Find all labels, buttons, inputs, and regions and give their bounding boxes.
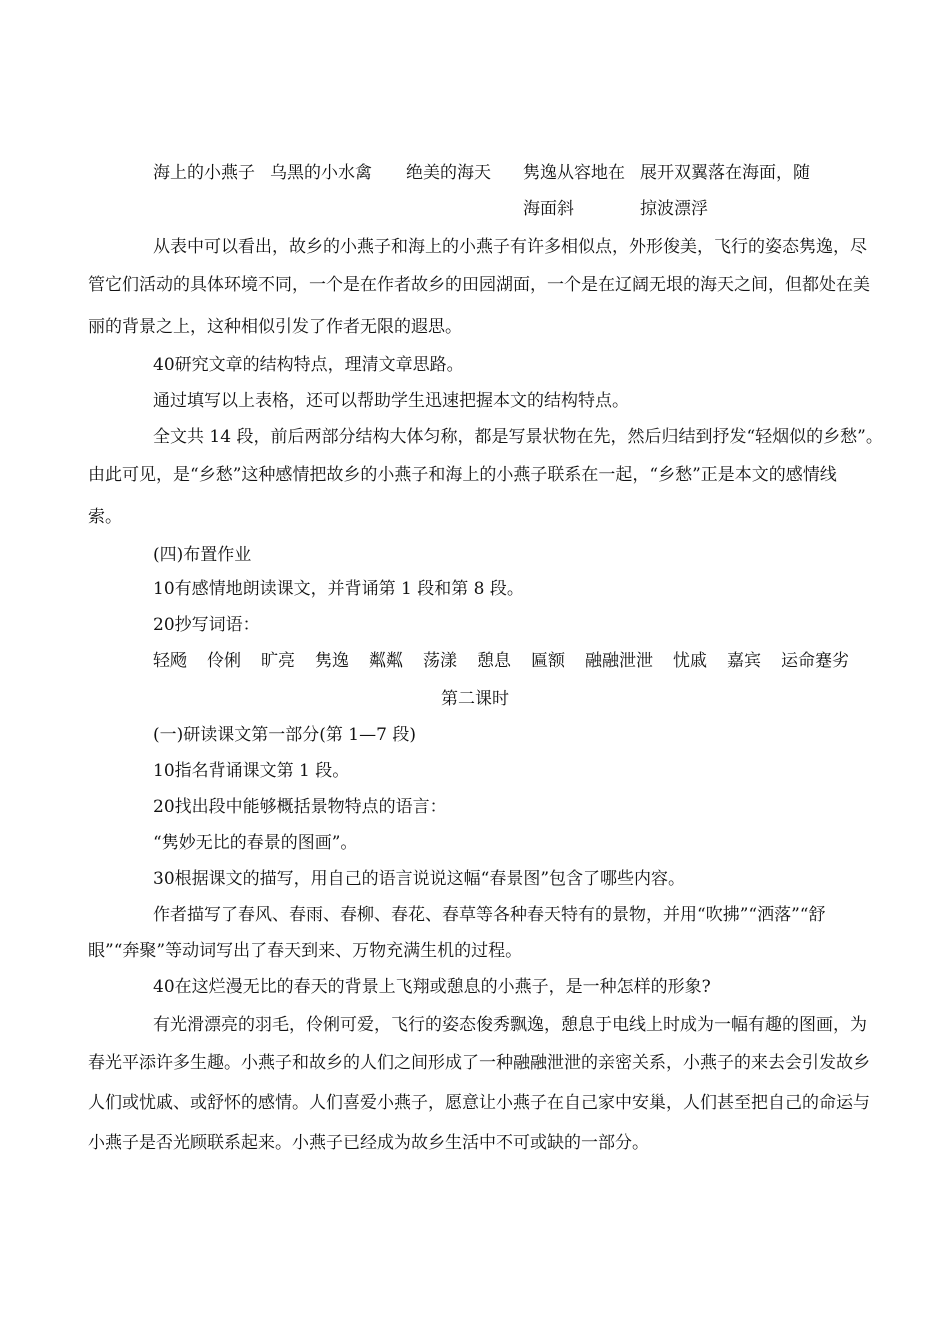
- vocab-word: 轻飏: [153, 651, 187, 671]
- question: 30根据课文的描写，用自己的语言说说这幅“春景图”包含了哪些内容。: [153, 869, 686, 889]
- paragraph-line: 丽的背景之上，这种相似引发了作者无限的遐思。: [88, 317, 462, 337]
- paragraph-line: 管它们活动的具体环境不同，一个是在作者故乡的田园湖面，一个是在辽阔无垠的海天之间，但都处在美: [88, 275, 870, 295]
- section-heading: (一)研读课文第一部分(第 1—7 段): [153, 725, 416, 745]
- vocab-word: 憩息: [477, 651, 511, 671]
- question: 20找出段中能够概括景物特点的语言：: [153, 797, 447, 817]
- vocab-word: 匾额: [531, 651, 565, 671]
- homework-item: 10有感情地朗读课文，并背诵第 1 段和第 8 段。: [153, 579, 524, 599]
- answer-line: 小燕子是否光顾联系起来。小燕子已经成为故乡生活中不可或缺的一部分。: [88, 1133, 649, 1153]
- vocab-word: 忧戚: [673, 651, 707, 671]
- vocab-word: 嘉宾: [727, 651, 761, 671]
- answer: “隽妙无比的春景的图画”。: [153, 833, 358, 853]
- answer-line: 人们或忧戚、或舒怀的感情。人们喜爱小燕子，愿意让小燕子在自己家中安巢，人们甚至把自己的命运与: [88, 1093, 870, 1113]
- paragraph-line: 索。: [88, 507, 122, 527]
- table-cell-rest-2: 掠波漂浮: [640, 199, 708, 219]
- answer-line: 春光平添许多生趣。小燕子和故乡的人们之间形成了一种融融泄泄的亲密关系，小燕子的来去会引发故乡: [88, 1053, 870, 1073]
- paragraph-line: 全文共 14 段，前后两部分结构大体匀称，都是写景状物在先，然后归结到抒发“轻烟似的乡愁”。: [153, 427, 883, 447]
- table-cell-background: 绝美的海天: [406, 163, 491, 183]
- table-cell-flight-2: 海面斜: [523, 199, 574, 219]
- section-heading: (四)布置作业: [153, 545, 252, 565]
- question: 40在这烂漫无比的春天的背景上飞翔或憩息的小燕子，是一种怎样的形象?: [153, 977, 711, 997]
- vocab-word: 融融泄泄: [585, 651, 653, 671]
- item-heading: 40研究文章的结构特点，理清文章思路。: [153, 355, 464, 375]
- homework-item: 20抄写词语：: [153, 615, 260, 635]
- paragraph-line: 通过填写以上表格，还可以帮助学生迅速把握本文的结构特点。: [153, 391, 629, 411]
- answer-line: 作者描写了春风、春雨、春柳、春花、春草等各种春天特有的景物，并用“吹拂”“洒落”“舒: [153, 905, 826, 925]
- vocab-word: 粼粼: [369, 651, 403, 671]
- answer-line: 有光滑漂亮的羽毛，伶俐可爱，飞行的姿态俊秀飘逸，憩息于电线上时成为一幅有趣的图画，为: [153, 1015, 867, 1035]
- paragraph-line: 由此可见，是“乡愁”这种感情把故乡的小燕子和海上的小燕子联系在一起，“乡愁”正是本文的感情线: [88, 465, 837, 485]
- vocab-word: 伶俐: [207, 651, 241, 671]
- paragraph-line: 从表中可以看出，故乡的小燕子和海上的小燕子有许多相似点，外形俊美，飞行的姿态隽逸，尽: [153, 237, 867, 257]
- vocab-word: 隽逸: [315, 651, 349, 671]
- vocabulary-list: [153, 650, 869, 672]
- vocab-word: 旷亮: [261, 651, 295, 671]
- question: 10指名背诵课文第 1 段。: [153, 761, 350, 781]
- table-cell-flight-1: 隽逸从容地在: [523, 163, 625, 183]
- vocab-word: 荡漾: [423, 651, 457, 671]
- lesson-title: 第二课时: [441, 689, 509, 709]
- table-cell-appearance: 乌黑的小水禽: [270, 163, 372, 183]
- table-cell-subject: 海上的小燕子: [153, 163, 255, 183]
- table-cell-rest-1: 展开双翼落在海面，随: [640, 163, 810, 183]
- vocab-word: 运命蹇劣: [781, 651, 849, 671]
- answer-line: 眼”“奔聚”等动词写出了春天到来、万物充满生机的过程。: [88, 941, 523, 961]
